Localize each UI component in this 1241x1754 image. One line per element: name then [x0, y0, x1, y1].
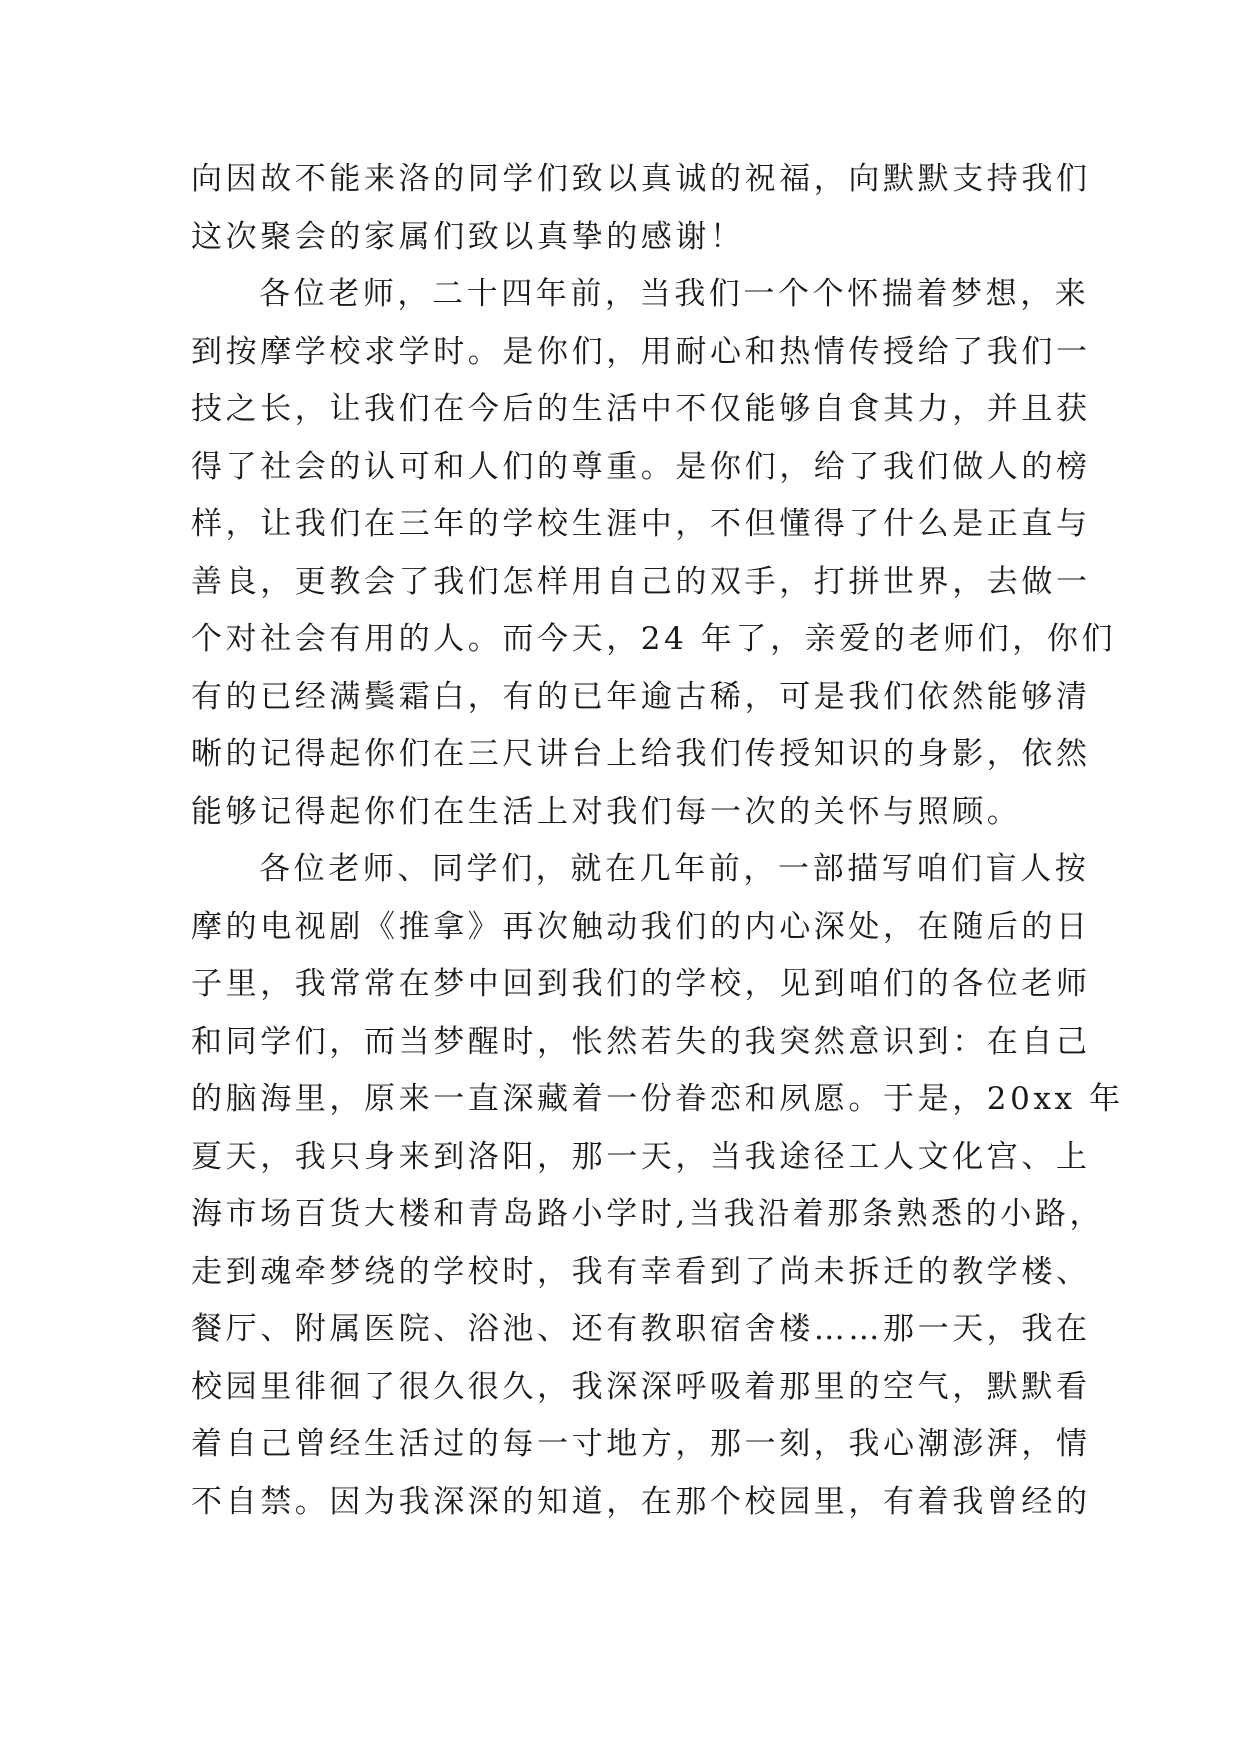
text-line: 校园里徘徊了很久很久，我深深呼吸着那里的空气，默默看: [191, 1368, 1091, 1405]
text-line: 到按摩学校求学时。是你们，用耐心和热情传授给了我们一: [191, 333, 1091, 370]
text-line: 海市场百货大楼和青岛路小学时,当我沿着那条熟悉的小路，: [191, 1196, 1105, 1232]
text-line: 走到魂牵梦绕的学校时，我有幸看到了尚未拆迁的教学楼、: [191, 1253, 1091, 1290]
text-line: 不自禁。因为我深深的知道，在那个校园里，有着我曾经的: [191, 1483, 1091, 1520]
text-line: 摩的电视剧《推拿》再次触动我们的内心深处，在随后的日: [191, 908, 1091, 945]
text-line: 这次聚会的家属们致以真挚的感谢！: [191, 218, 745, 255]
text-line: 向因故不能来洛的同学们致以真诚的祝福，向默默支持我们: [191, 161, 1091, 197]
text-line: 技之长，让我们在今后的生活中不仅能够自食其力，并且获: [191, 391, 1091, 427]
paragraph-first-line: 各位老师，二十四年前，当我们一个个怀揣着梦想，来: [259, 276, 1090, 312]
text-line: 样，让我们在三年的学校生涯中，不但懂得了什么是正直与: [191, 506, 1091, 542]
text-line: 夏天，我只身来到洛阳，那一天，当我途径工人文化宫、上: [191, 1138, 1091, 1175]
text-line: 有的已经满鬓霜白，有的已年逾古稀，可是我们依然能够清: [191, 678, 1091, 715]
text-line: 和同学们，而当梦醒时，怅然若失的我突然意识到：在自己: [191, 1023, 1091, 1060]
text-line: 着自己曾经生活过的每一寸地方，那一刻，我心潮澎湃，情: [191, 1426, 1091, 1462]
text-line: 善良，更教会了我们怎样用自己的双手，打拼世界，去做一: [191, 563, 1091, 600]
text-line: 餐厅、附属医院、浴池、还有教职宿舍楼……那一天，我在: [191, 1311, 1091, 1347]
text-line: 能够记得起你们在生活上对我们每一次的关怀与照顾。: [191, 793, 1022, 830]
text-line: 的脑海里，原来一直深藏着一份眷恋和夙愿。于是，20xx 年: [191, 1081, 1124, 1117]
body-text: [191, 151, 1124, 1531]
text-line: 子里，我常常在梦中回到我们的学校，见到咱们的各位老师: [191, 966, 1091, 1002]
text-line: 得了社会的认可和人们的尊重。是你们，给了我们做人的榜: [191, 448, 1091, 485]
text-line: 个对社会有用的人。而今天，24 年了，亲爱的老师们，你们: [191, 621, 1117, 657]
text-line: 晰的记得起你们在三尺讲台上给我们传授知识的身影，依然: [191, 736, 1091, 772]
paragraph-first-line: 各位老师、同学们，就在几年前，一部描写咱们盲人按: [259, 851, 1090, 887]
